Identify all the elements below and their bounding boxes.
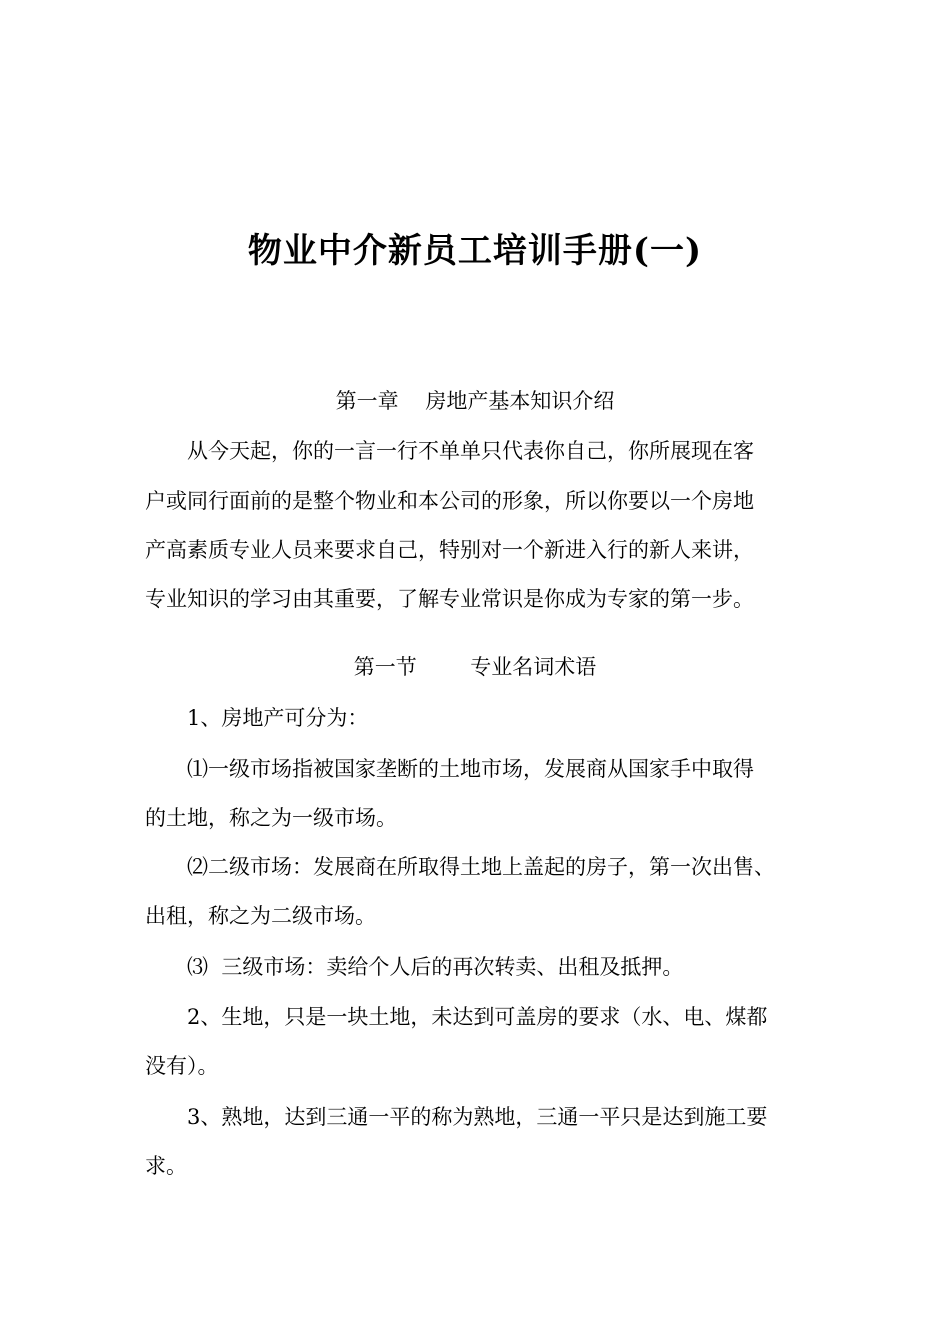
list-item-line: 求。 (145, 1154, 187, 1178)
list-item-line: ⑵二级市场：发展商在所取得土地上盖起的房子，第一次出售、 (187, 855, 775, 879)
list-item-line: 的土地，称之为一级市场。 (145, 806, 397, 830)
intro-line: 专业知识的学习由其重要，了解专业常识是你成为专家的第一步。 (145, 587, 754, 611)
list-item-line: 2、生地，只是一块土地，未达到可盖房的要求（水、电、煤都 (187, 1005, 768, 1029)
chapter-heading: 第一章 房地产基本知识介绍 (335, 389, 615, 413)
list-item-line: 3、熟地，达到三通一平的称为熟地，三通一平只是达到施工要 (187, 1105, 768, 1129)
list-item-line: 出租，称之为二级市场。 (145, 904, 376, 928)
list-item-line: ⑶ 三级市场：卖给个人后的再次转卖、出租及抵押。 (187, 955, 684, 979)
list-item-line: 没有）。 (145, 1054, 219, 1078)
list-item-line: 1、房地产可分为： (187, 706, 369, 730)
document-title: 物业中介新员工培训手册(一) (247, 231, 703, 271)
intro-line: 产高素质专业人员来要求自己，特别对一个新进入行的新人来讲， (145, 538, 754, 562)
intro-line: 户或同行面前的是整个物业和本公司的形象，所以你要以一个房地 (145, 489, 754, 513)
intro-line: 从今天起，你的一言一行不单单只代表你自己，你所展现在客 (187, 439, 754, 463)
list-item-line: ⑴一级市场指被国家垄断的土地市场，发展商从国家手中取得 (187, 757, 754, 781)
section-heading: 第一节 专业名词术语 (353, 655, 597, 679)
